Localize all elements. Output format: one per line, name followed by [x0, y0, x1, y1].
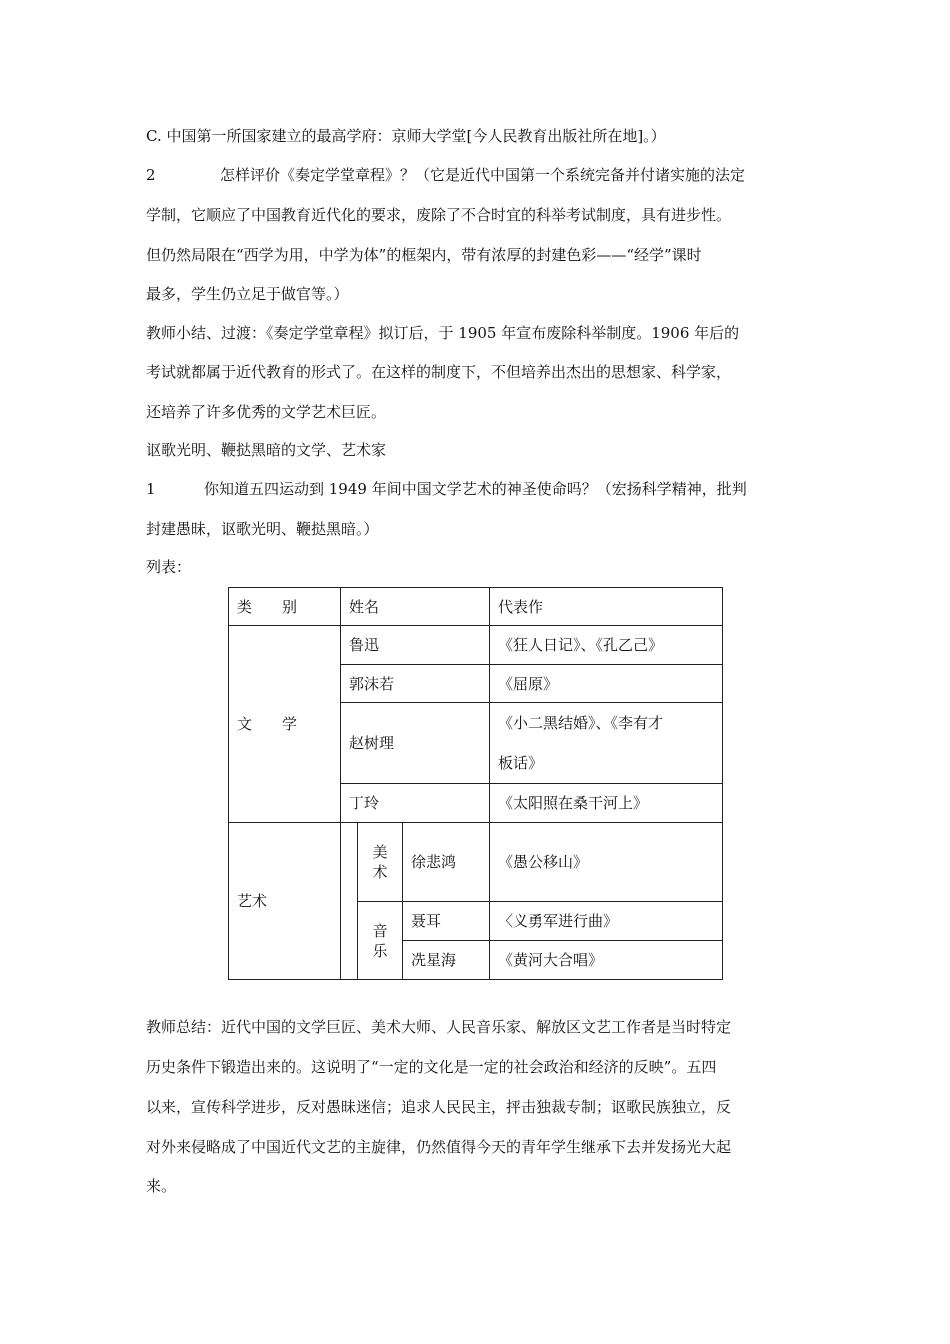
question-1-line-1: [146, 479, 747, 499]
art-spacer-1: [341, 823, 358, 902]
list-label: 列表：: [146, 558, 192, 576]
final-summary-line-5: 来。: [146, 1177, 177, 1195]
header-name: 姓名: [341, 588, 490, 626]
music-name-2: 冼星海: [403, 941, 490, 980]
question-1-text: 你知道五四运动到 1949 年间中国文学艺术的神圣使命吗？（宏扬科学精神，批判: [204, 480, 747, 498]
question-2-number: 2: [146, 166, 156, 184]
literature-label: 文 学: [229, 626, 341, 823]
music-work-2: 《黄河大合唱》: [490, 941, 723, 980]
summary-line-2: 考试就都属于近代教育的形式了。在这样的制度下，不但培养出杰出的思想家、科学家，: [146, 363, 732, 381]
literature-name-1: 鲁迅: [341, 626, 490, 665]
literature-work-4: 《太阳照在桑干河上》: [490, 784, 723, 823]
question-2-line-3: 但仍然局限在“西学为用，中学为体”的框架内，带有浓厚的封建色彩——“经学”课时: [146, 246, 702, 264]
header-category: 类 别: [229, 588, 341, 626]
section-heading: 讴歌光明、鞭挞黑暗的文学、艺术家: [146, 441, 387, 459]
summary-line-3: 还培养了许多优秀的文学艺术巨匠。: [146, 403, 387, 421]
final-summary-line-4: 对外来侵略成了中国近代文艺的主旋律，仍然值得今天的青年学生继承下去并发扬光大起: [146, 1138, 732, 1156]
music-name-1: 聂耳: [403, 902, 490, 941]
paragraph-c: C. 中国第一所国家建立的最高学府：京师大学堂[今人民教育出版社所在地]。）: [146, 127, 666, 145]
literature-art-table: [228, 587, 723, 980]
fine-arts-label: [358, 823, 403, 902]
literature-work-2: 《屈原》: [490, 665, 723, 703]
question-1-line-2: 封建愚昧，讴歌光明、鞭挞黑暗。）: [146, 520, 379, 538]
literature-name-2: 郭沫若: [341, 665, 490, 703]
summary-line-1: 教师小结、过渡：《奏定学堂章程》拟订后，于 1905 年宣布废除科举制度。1906 年后的: [146, 324, 740, 342]
question-2-line-2: 学制，它顺应了中国教育近代化的要求，废除了不合时宜的科举考试制度，具有进步性。: [146, 206, 732, 224]
question-1-number: 1: [146, 480, 156, 498]
header-work: 代表作: [490, 588, 723, 626]
final-summary-line-3: 以来，宣传科学进步，反对愚昧迷信；追求人民民主，抨击独裁专制；讴歌民族独立，反: [146, 1098, 732, 1116]
music-work-1: 〈义勇军进行曲》: [490, 902, 723, 941]
art-label: 艺术: [229, 823, 341, 980]
art-spacer-2: [341, 902, 358, 980]
music-label: [358, 902, 403, 980]
fine-arts-char-2: 术: [372, 863, 388, 881]
literature-name-3: 赵树理: [341, 703, 490, 784]
fine-arts-char-1: 美: [372, 843, 388, 861]
literature-work-3: [490, 703, 723, 784]
final-summary-line-1: 教师总结：近代中国的文学巨匠、美术大师、人民音乐家、解放区文艺工作者是当时特定: [146, 1018, 732, 1036]
question-2-line-1: [146, 165, 745, 185]
literature-work-3-line-2: 板话》: [498, 754, 544, 772]
literature-work-1: 《狂人日记》、《孔乙己》: [490, 626, 723, 665]
question-2-line-4: 最多，学生仍立足于做官等。）: [146, 285, 349, 303]
question-2-text: 怎样评价《奏定学堂章程》？（它是近代中国第一个系统完备并付诸实施的法定: [220, 166, 746, 184]
music-char-1: 音: [372, 921, 388, 940]
literature-name-4: 丁玲: [341, 784, 490, 823]
fine-arts-name: 徐悲鸿: [403, 823, 490, 902]
final-summary-line-2: 历史条件下锻造出来的。这说明了“一定的文化是一定的社会政治和经济的反映”。五四: [146, 1058, 717, 1076]
literature-work-3-line-1: 《小二黑结婚》、《李有才: [498, 714, 664, 732]
music-char-2: 乐: [372, 941, 388, 960]
fine-arts-work: 《愚公移山》: [490, 823, 723, 902]
